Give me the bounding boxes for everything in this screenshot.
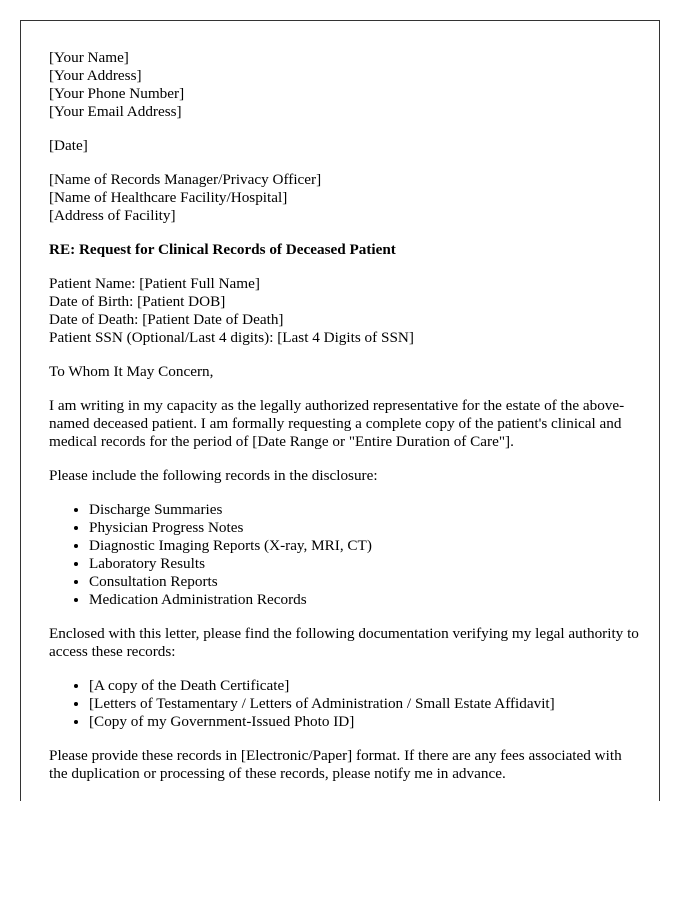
letter-page [20,20,660,801]
letter-date: [Date] [49,137,88,154]
docs-list [49,677,639,731]
sender-phone: [Your Phone Number] [49,85,185,102]
patient-dob: Date of Birth: [Patient DOB] [49,293,226,310]
sender-block [49,49,639,121]
list-item: • Physician Progress Notes [89,519,639,537]
recipient-address: [Address of Facility] [49,207,176,224]
list-item: • [Letters of Testamentary / Letters of Administration / Small Estate Affidavit] [89,695,639,713]
patient-ssn: Patient SSN (Optional/Last 4 digits): [Last 4 Digits of SSN] [49,329,414,346]
records-intro: Please include the following records in the disclosure: [49,467,378,484]
sender-address: [Your Address] [49,67,142,84]
salutation: To Whom It May Concern, [49,363,214,380]
recipient-name: [Name of Records Manager/Privacy Officer] [49,171,322,188]
patient-name: Patient Name: [Patient Full Name] [49,275,260,292]
list-item: • [A copy of the Death Certificate] [89,677,639,695]
list-item: • [Copy of my Government-Issued Photo ID] [89,713,639,731]
patient-info-block [49,275,639,347]
intro-paragraph: I am writing in my capacity as the legally authorized representative for the estate of the above-named deceased patient. I am formally requesting a complete copy of the patient's clinical and medical records for the period of [Date Range or "Entire Duration of Care"]. [49,397,625,450]
sender-email: [Your Email Address] [49,103,182,120]
recipient-block [49,171,639,225]
subject-line: RE: Request for Clinical Records of Deceased Patient [49,241,396,258]
list-item: • Diagnostic Imaging Reports (X-ray, MRI, CT) [89,537,639,555]
docs-intro: Enclosed with this letter, please find the following documentation verifying my legal authority to access these records: [49,625,639,660]
list-item: • Medication Administration Records [89,591,639,609]
records-list [49,501,639,609]
sender-name: [Your Name] [49,49,129,66]
patient-dod: Date of Death: [Patient Date of Death] [49,311,284,328]
closing-paragraph: Please provide these records in [Electronic/Paper] format. If there are any fees associated with the duplication or processing of these records, please notify me in advance. [49,747,622,782]
list-item: • Discharge Summaries [89,501,639,519]
letter-content [49,49,639,783]
list-item: • Consultation Reports [89,573,639,591]
list-item: • Laboratory Results [89,555,639,573]
recipient-facility: [Name of Healthcare Facility/Hospital] [49,189,288,206]
